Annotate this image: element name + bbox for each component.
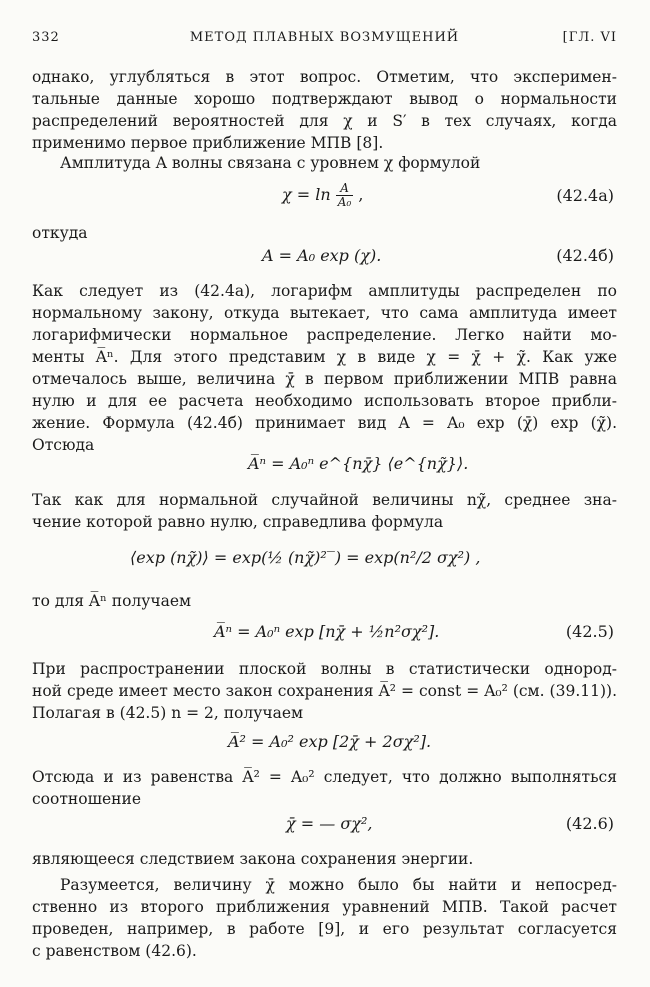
equation-second-moment [0,730,650,760]
paragraph-3 [32,222,617,244]
paragraph-4 [32,280,617,456]
eq-label: (42.6) [565,814,614,833]
paragraph-5 [32,489,617,533]
paragraph-9 [32,848,617,870]
paragraph-7 [32,658,617,724]
text-line: логарифмически нормальное распределение. Легко найти мо- [32,326,617,344]
text-line: то для A̅ⁿ получаем [32,592,192,610]
chapter-label: [ГЛ. VI [562,30,617,45]
text-line: При распространении плоской волны в статистически однород- [32,660,617,678]
text-line: менты A̅ⁿ. Для этого представим χ в виде χ = χ̄ + χ̃. Как уже [32,348,617,366]
text-line: чение которой равно нулю, справедлива формула [32,513,444,531]
equation-42-4a [0,178,650,208]
eq-body: ⟨exp (nχ̃)⟩ = exp(½ (nχ̃)²‾) = exp(n²/2 σχ²) , [130,548,481,567]
eq-tail: , [358,185,364,204]
text-line: Как следует из (42.4а), логарифм амплитуды распределен по [32,282,617,300]
equation-42-4b [0,244,650,274]
eq-body: A = A₀ exp (χ). [262,246,382,265]
eq-label: (42.5) [565,622,614,641]
text-line: тальные данные хорошо подтверждают вывод о нормальности [32,90,617,108]
text-line: Отсюда и из равенства A̅² = A₀² следует, что должно выполняться [32,768,617,786]
eq-body: χ̄ = — σχ², [286,814,373,833]
text-line: Амплитуда A волны связана с уровнем χ формулой [60,154,481,172]
text-line: ственно из второго приближения уравнений МПВ. Такой расчет [32,898,617,916]
text-line: Полагая в (42.5) n = 2, получаем [32,704,304,722]
text-line: жение. Формула (42.4б) принимает вид A = A₀ exp (χ̄) exp (χ̃). [32,414,617,432]
text-line: применимо первое приближение МПВ [8]. [32,134,384,152]
eq-fraction [336,182,353,209]
eq-body: A̅ⁿ = A₀ⁿ exp [nχ̄ + ½n²σχ²]. [214,622,440,641]
text-line: с равенством (42.6). [32,942,197,960]
text-line: проведен, например, в работе [9], и его результат согласуется [32,920,617,938]
text-line: откуда [32,224,88,242]
eq-numerator: A [336,182,353,196]
text-line: однако, углубляться в этот вопрос. Отметим, что эксперимен- [32,68,617,86]
paragraph-10 [32,874,617,962]
equation-42-6 [0,812,650,842]
eq-lhs: χ = ln [282,185,331,204]
text-line: Разумеется, величину χ̄ можно было бы найти и непосред- [60,876,617,894]
text-line: соотношение [32,790,141,808]
page-number: 332 [32,30,60,45]
equation-exp-mean [0,546,650,576]
text-line: распределений вероятностей для χ и S′ в тех случаях, когда [32,112,617,130]
text-line: нормальному закону, откуда вытекает, что сама амплитуда имеет [32,304,617,322]
text-line: ной среде имеет место закон сохранения A̅² = const = A₀² (см. (39.11)). [32,682,617,700]
eq-label: (42.4б) [556,246,614,265]
eq-label: (42.4а) [556,186,614,205]
text-line: Так как для нормальной случайной величины nχ̃, среднее зна- [32,491,617,509]
paragraph-8 [32,766,617,810]
text-line: отмечалось выше, величина χ̄ в первом приближении МПВ равна [32,370,617,388]
paragraph-6 [32,590,617,612]
running-title: МЕТОД ПЛАВНЫХ ВОЗМУЩЕНИЙ [189,30,460,45]
text-line: Отсюда [32,436,95,454]
text-line: нулю и для ее расчета необходимо использовать второе прибли- [32,392,617,410]
eq-body: A̅² = A₀² exp [2χ̄ + 2σχ²]. [228,732,432,751]
equation-moment [0,452,650,482]
text-line: являющееся следствием закона сохранения энергии. [32,850,474,868]
paragraph-1 [32,66,617,154]
equation-42-5 [0,620,650,650]
paragraph-2 [32,152,617,174]
eq-denominator: A₀ [337,195,352,209]
eq-body: A̅ⁿ = A₀ⁿ e^{nχ̄} ⟨e^{nχ̃}⟩. [248,454,469,473]
